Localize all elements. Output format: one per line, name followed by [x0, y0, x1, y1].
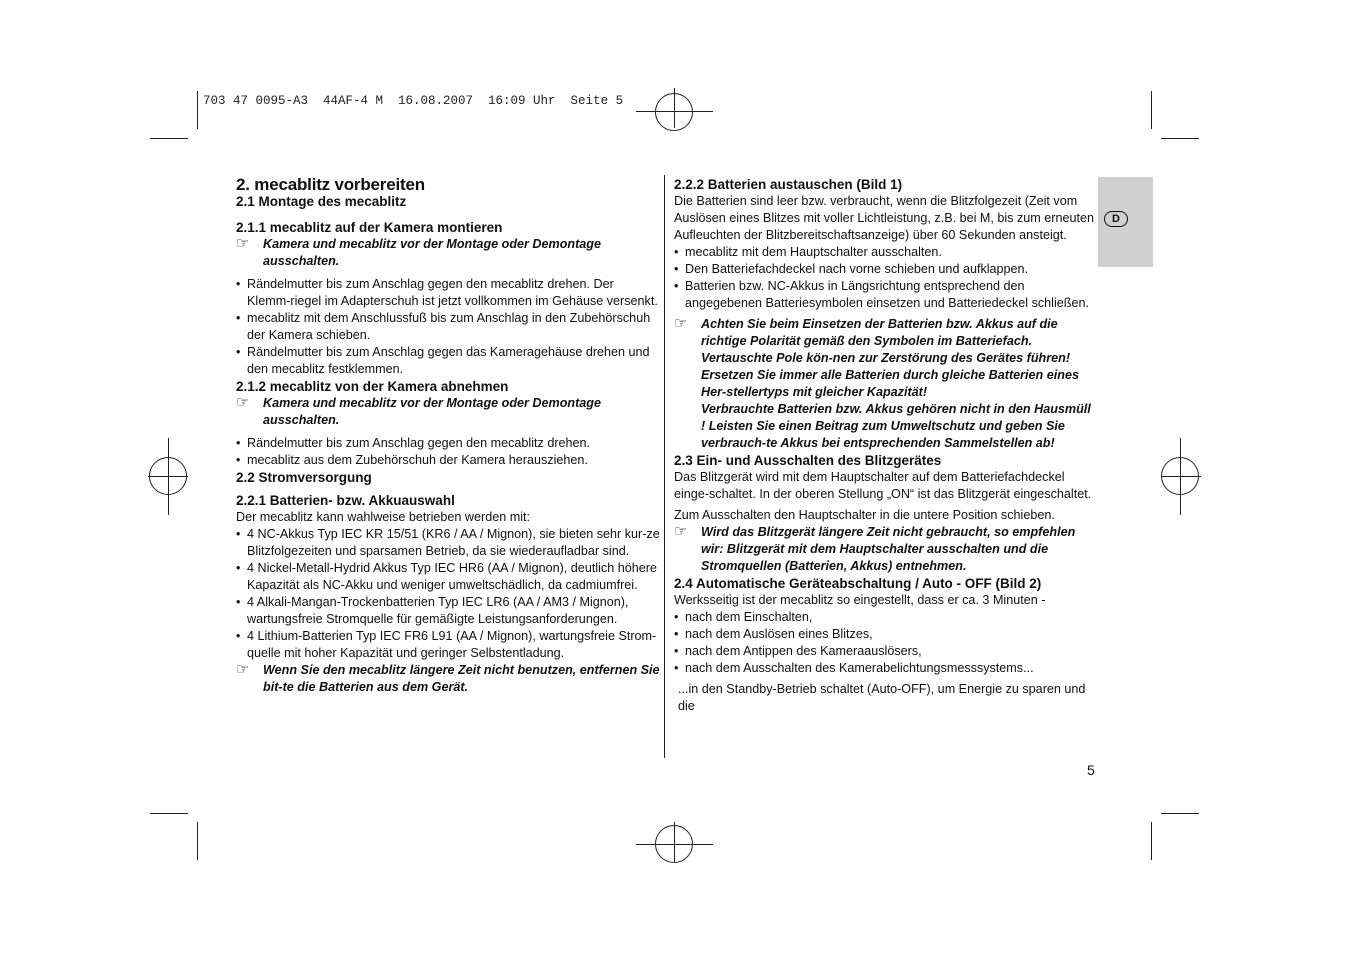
- crop-mark: [197, 91, 198, 129]
- list-item: • nach dem Antippen des Kameraauslösers,: [674, 643, 1096, 660]
- paragraph: Zum Ausschalten den Hauptschalter in die untere Position schieben.: [674, 508, 1055, 522]
- section-heading: 2.4 Automatische Geräteabschaltung / Auto - OFF (Bild 2): [674, 576, 1042, 591]
- list-item: • mecablitz mit dem Anschlussfuß bis zum Anschlag in den Zubehörschuh der Kamera schieben.: [236, 310, 660, 344]
- list-item: • 4 NC-Akkus Typ IEC KR 15/51 (KR6 / AA / Mignon), sie bieten sehr kur-ze Blitzfolgezeiten und sparsamen Betrieb, da sie wiederaufladbar sind.: [236, 526, 660, 560]
- subsection-heading: 2.1.2 mecablitz von der Kamera abnehmen: [236, 379, 509, 394]
- crop-mark: [1151, 822, 1152, 860]
- note: ☞ Wird das Blitzgerät längere Zeit nicht gebraucht, so empfehlen wir: Blitzgerät mit dem Hauptschalter ausschalten und die Stromquellen (Batterien, Akkus) entnehmen.: [674, 523, 1076, 573]
- left-column: [236, 176, 660, 696]
- list-item: • 4 Alkali-Mangan-Trockenbatterien Typ IEC LR6 (AA / AM3 / Mignon), wartungsfreie Stromquelle für gemäßigte Leistungsanforderungen.: [236, 594, 660, 628]
- paragraph: ...in den Standby-Betrieb schaltet (Auto-OFF), um Energie zu sparen und die: [678, 682, 1086, 713]
- paragraph: Das Blitzgerät wird mit dem Hauptschalter auf dem Batteriefachdeckel einge-schaltet. In der oberen Stellung „ON“ ist das Blitzgerät eingeschaltet.: [674, 470, 1092, 501]
- note: ☞ Wenn Sie den mecablitz längere Zeit nicht benutzen, entfernen Sie bit-te die Batterien aus dem Gerät.: [236, 661, 660, 694]
- list-item: • Den Batteriefachdeckel nach vorne schieben und aufklappen.: [674, 261, 1096, 278]
- note: ☞ Achten Sie beim Einsetzen der Batterien bzw. Akkus auf die richtige Polarität gemäß den Symbolen im Batteriefach. Vertauschte Pole kön-nen zur Zerstörung des Gerätes führen! Ersetzen Sie immer alle Batterien durch gleiche Batterien eines Her-stellertyps mit gleicher Kapazität! Verbrauchte Batterien bzw. Akkus gehören nicht in den Hausmüll ! Leisten Sie einen Beitrag zum Umweltschutz und geben Sie verbrauch-te Akkus bei entsprechenden Sammelstellen ab!: [674, 315, 1091, 450]
- note: ☞ Kamera und mecablitz vor der Montage oder Demontage ausschalten.: [236, 235, 602, 268]
- list-item: • 4 Lithium-Batterien Typ IEC FR6 L91 (AA / Mignon), wartungsfreie Strom-quelle mit hoher Kapazität und geringer Selbstentladung.: [236, 628, 660, 662]
- column-divider: [664, 175, 665, 758]
- list-item: • nach dem Auslösen eines Blitzes,: [674, 626, 1096, 643]
- crop-mark: [1151, 91, 1152, 129]
- pointing-hand-icon: ☞: [236, 235, 250, 252]
- pointing-hand-icon: ☞: [674, 523, 688, 540]
- list-item: • mecablitz mit dem Hauptschalter ausschalten.: [674, 244, 1096, 261]
- language-label: D: [1104, 211, 1128, 227]
- crop-mark: [150, 138, 188, 139]
- list-item: • Rändelmutter bis zum Anschlag gegen den mecablitz drehen. Der Klemm-riegel im Adapterschuh ist jetzt vollkommen im Gehäuse versenkt.: [236, 276, 660, 310]
- list-item: • mecablitz aus dem Zubehörschuh der Kamera herausziehen.: [236, 452, 660, 469]
- pointing-hand-icon: ☞: [236, 394, 250, 411]
- note: ☞ Kamera und mecablitz vor der Montage oder Demontage ausschalten.: [236, 394, 602, 427]
- list-item: • 4 Nickel-Metall-Hydrid Akkus Typ IEC HR6 (AA / Mignon), deutlich höhere Kapazität als NC-Akku und weniger umweltschädlich, da cadmiumfrei.: [236, 560, 660, 594]
- list-item: • Rändelmutter bis zum Anschlag gegen das Kameragehäuse drehen und den mecablitz festklemmen.: [236, 344, 660, 378]
- crop-mark: [197, 822, 198, 860]
- subsection-heading: 2.1.1 mecablitz auf der Kamera montieren: [236, 220, 503, 235]
- chapter-title: 2. mecablitz vorbereiten: [236, 175, 425, 194]
- paragraph: Der mecablitz kann wahlweise betrieben werden mit:: [236, 510, 530, 524]
- subsection-heading: 2.2.1 Batterien- bzw. Akkuauswahl: [236, 493, 455, 508]
- paragraph: Werksseitig ist der mecablitz so eingestellt, dass er ca. 3 Minuten -: [674, 593, 1046, 607]
- section-heading: 2.1 Montage des mecablitz: [236, 194, 407, 209]
- pointing-hand-icon: ☞: [674, 315, 688, 332]
- crop-mark: [1161, 813, 1199, 814]
- list-item: • nach dem Einschalten,: [674, 609, 1096, 626]
- language-tab: [1098, 177, 1153, 267]
- list-item: • nach dem Ausschalten des Kamerabelichtungsmesssystems...: [674, 660, 1096, 677]
- section-heading: 2.3 Ein- und Ausschalten des Blitzgerätes: [674, 453, 942, 468]
- crop-mark: [150, 813, 188, 814]
- right-column: [674, 176, 1096, 715]
- crop-mark: [1161, 138, 1199, 139]
- paragraph: Die Batterien sind leer bzw. verbraucht, wenn die Blitzfolgezeit (Zeit vom Auslösen eines Blitzes mit voller Lichtleistung, z.B. bei M, bis zum erneuten Aufleuchten der Blitzbereitschaftsanzeige) über 60 Sekunden ansteigt.: [674, 194, 1094, 242]
- print-slug: 703 47 0095-A3 44AF-4 M 16.08.2007 16:09 Uhr Seite 5: [203, 94, 624, 108]
- list-item: • Rändelmutter bis zum Anschlag gegen den mecablitz drehen.: [236, 435, 660, 452]
- subsection-heading: 2.2.2 Batterien austauschen (Bild 1): [674, 177, 903, 192]
- page-number: 5: [1087, 762, 1095, 778]
- section-heading: 2.2 Stromversorgung: [236, 470, 372, 485]
- list-item: • Batterien bzw. NC-Akkus in Längsrichtung entsprechend den angegebenen Batteriesymbolen einsetzen und Batteriedeckel schließen.: [674, 278, 1096, 312]
- pointing-hand-icon: ☞: [236, 661, 250, 678]
